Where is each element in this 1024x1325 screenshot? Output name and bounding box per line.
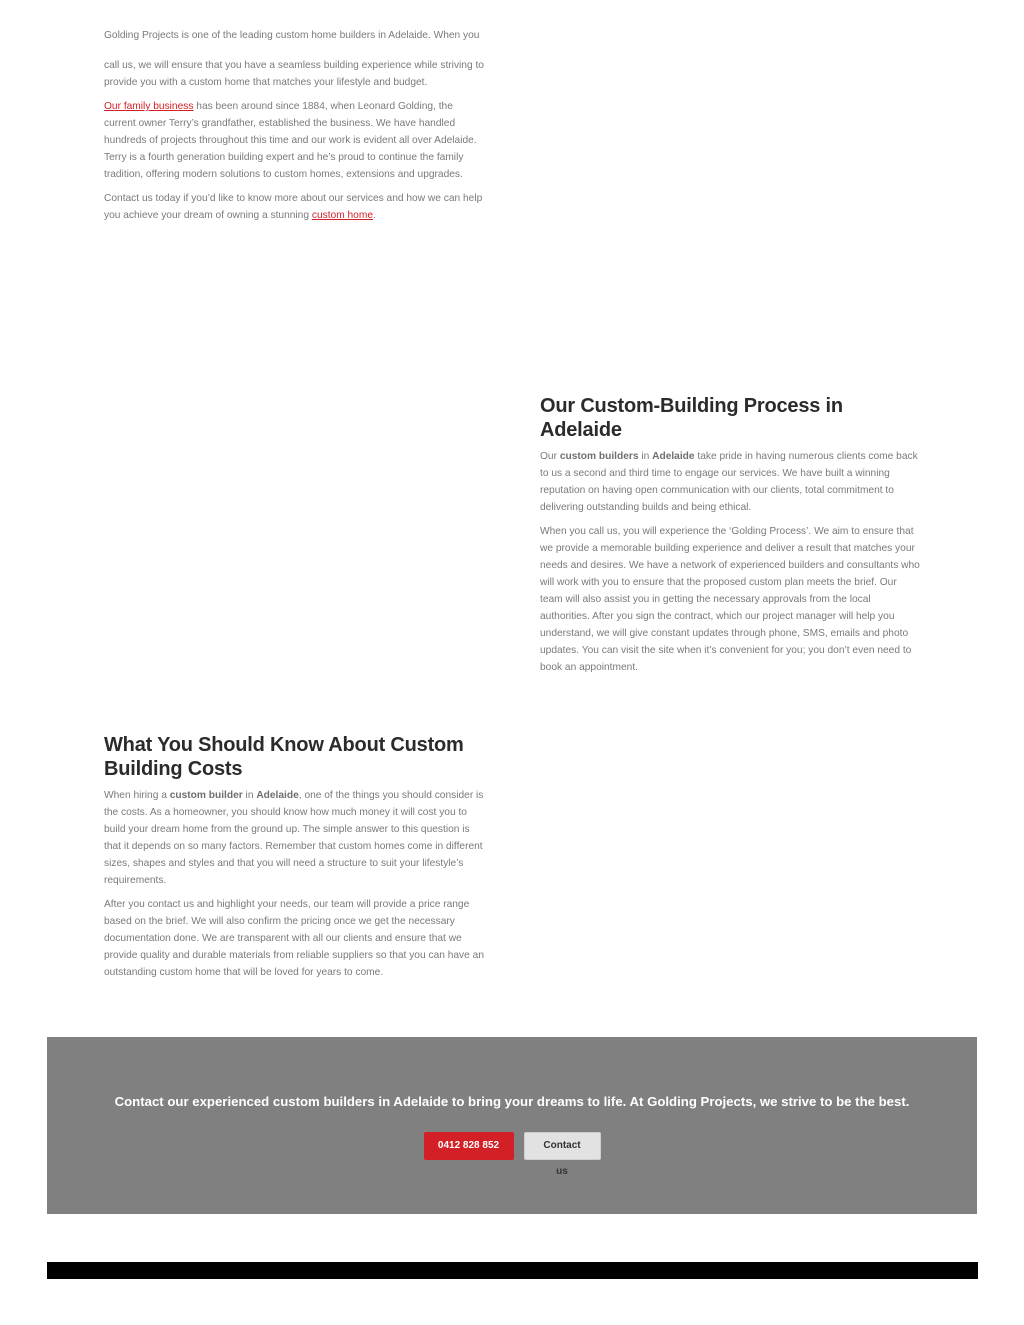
cta-banner [47, 1037, 977, 1214]
intro-cut-line: Golding Projects is one of the leading custom home builders in Adelaide. When you [104, 30, 480, 41]
cta-text: Contact our experienced custom builders in Adelaide to bring your dreams to life. At Golding Projects, we strive to be the best. [114, 1094, 910, 1109]
family-business-link[interactable]: Our family business [104, 101, 194, 112]
process-heading: Our Custom-Building Process in Adelaide [540, 395, 843, 441]
footer-bar [47, 1262, 978, 1279]
costs-heading: What You Should Know About Custom Building Costs [104, 734, 464, 780]
costs-paragraph-1: When hiring a custom builder in Adelaide, one of the things you should consider is the costs. As a homeowner, you should know how much money it will cost you to build your dream home from the ground up. The simple answer to this question is that it depends on so many factors. Remember that custom homes come in different sizes, shapes and styles and that you will need a structure to suit your lifestyle’s requirements. [104, 790, 484, 886]
costs-section [104, 733, 484, 981]
intro-paragraph-3: Contact us today if you’d like to know more about our services and how we can help you achieve your dream of owning a stunning custom home. [104, 193, 483, 221]
process-paragraph-1: Our custom builders in Adelaide take pride in having numerous clients come back to us a second and third time to engage our services. We have built a winning reputation on having open communication with our clients, total commitment to delivering outstanding builds and being ethical. [540, 451, 918, 513]
phone-button[interactable]: 0412 828 852 [424, 1132, 514, 1160]
process-section [540, 394, 922, 676]
cta-buttons [47, 1132, 977, 1177]
custom-home-link[interactable]: custom home [311, 210, 373, 221]
intro-paragraph-1: call us, we will ensure that you have a seamless building experience while striving to provide you with a custom home that matches your lifestyle and budget. [104, 60, 484, 88]
process-paragraph-2: When you call us, you will experience the ‘Golding Process’. We aim to ensure that we provide a memorable building experience and deliver a result that matches your needs and desires. We have a network of experienced builders and consultants who will work with you to ensure that the proposed custom plan meets the brief. Our team will also assist you in getting the necessary approvals from the local authorities. After you sign the contract, which our project manager will help you understand, we will give constant updates through phone, SMS, emails and photo updates. You can visit the site when it’s convenient for you; you don’t even need to book an appointment. [540, 526, 920, 673]
contact-us-button[interactable]: Contact us [524, 1132, 601, 1160]
intro-section [104, 30, 484, 224]
costs-paragraph-2: After you contact us and highlight your needs, our team will provide a price range based on the brief. We will also confirm the pricing once we get the necessary documentation done. We are transparent with all our clients and ensure that we provide quality and durable materials from reliable suppliers so that you can have an outstanding custom home that will be loved for years to come. [104, 899, 484, 978]
intro-paragraph-2: Our family business has been around since 1884, when Leonard Golding, the current owner Terry’s grandfather, established the business. We have handled hundreds of projects throughout this time and our work is evident all over Adelaide. Terry is a fourth generation building expert and he’s proud to continue the family tradition, offering modern solutions to custom homes, extensions and upgrades. [104, 101, 477, 180]
